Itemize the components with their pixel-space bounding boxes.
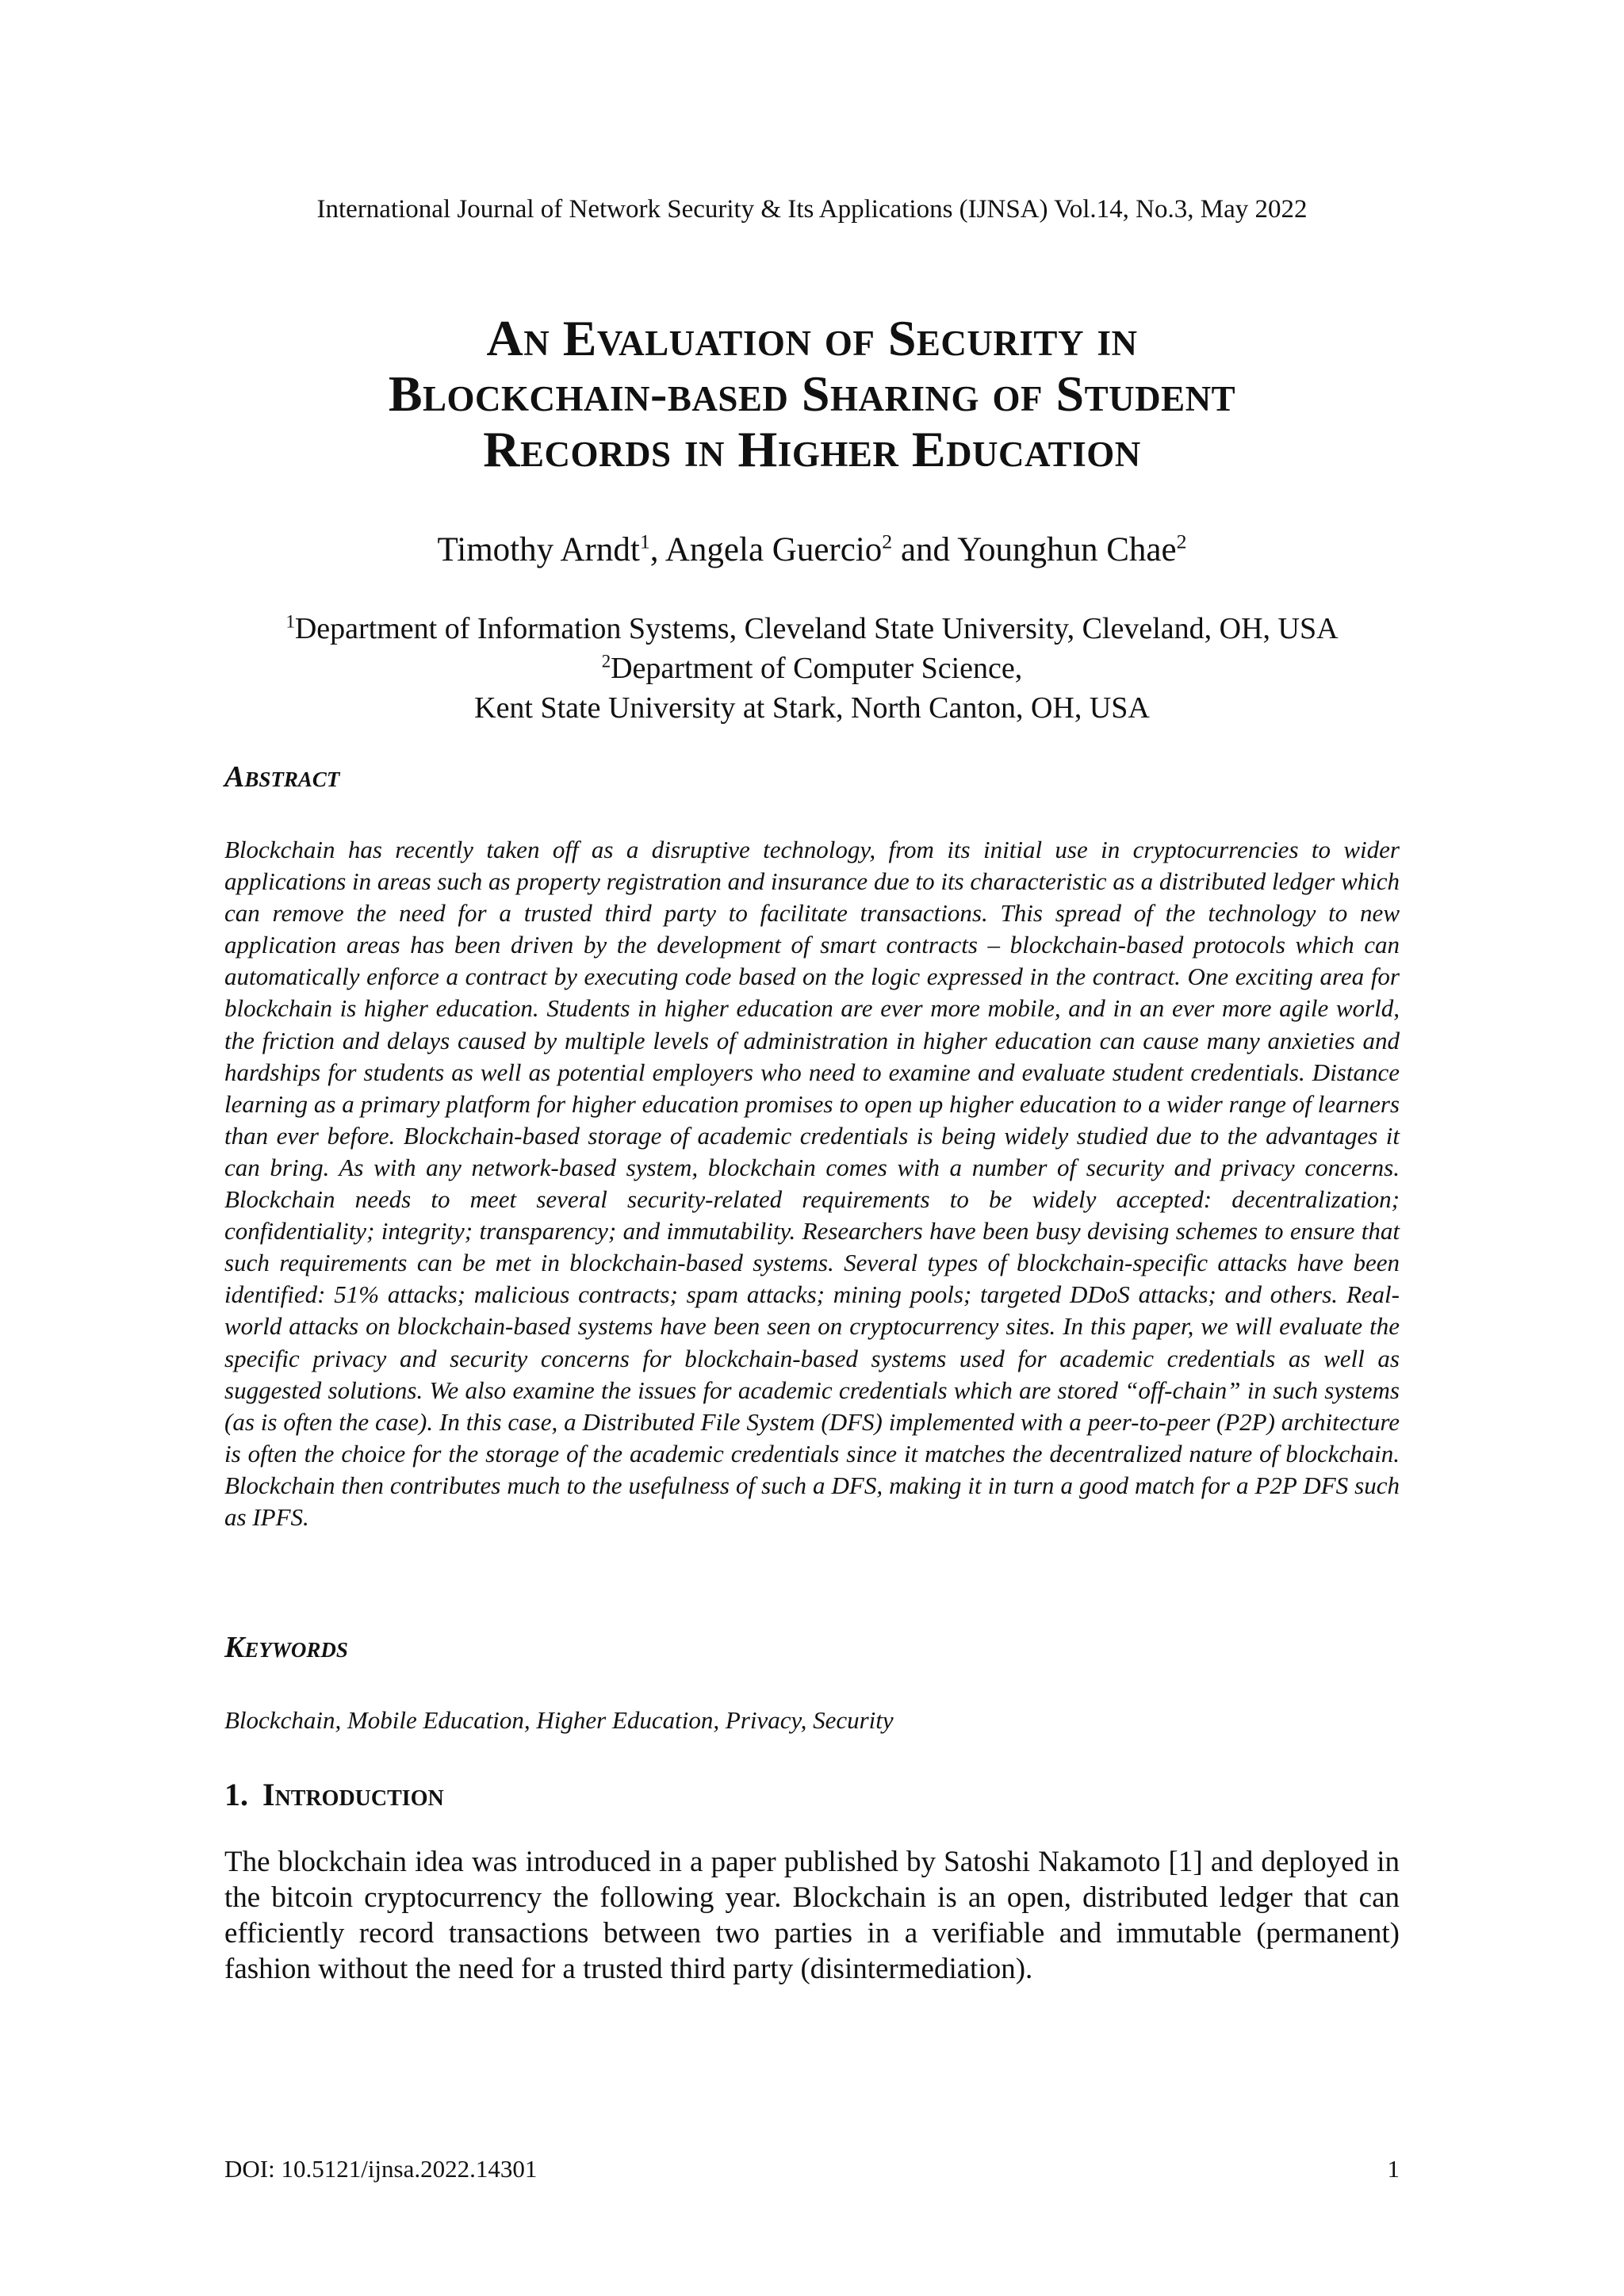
affiliation-line: $^1$Department of Information Systems, Cleveland State University, Cleveland, OH, USA — [285, 611, 1339, 645]
section-number: 1. — [224, 1777, 248, 1812]
author-affiliation-mark: 2 — [1176, 530, 1187, 553]
affiliation-mark: 2 — [601, 651, 611, 672]
introduction-text: The blockchain idea was introduced in a paper published by Satoshi Nakamoto [1] and deployed in the bitcoin cryptocurrency the following year. Blockchain is an open, distributed ledger that can efficiently record transactions between two parties in a verifiable and immutable (permanent) fashion without the need for a trusted third party (disintermediation). — [224, 1846, 1400, 1985]
page-number: 1 — [1387, 2155, 1400, 2183]
journal-header: International Journal of Network Security & Its Applications (IJNSA) Vol.14, No.3, May 2022 — [316, 195, 1308, 224]
author-name: Younghun Chae — [957, 531, 1177, 568]
affiliation-line: Kent State University at Stark, North Canton, OH, USA — [474, 691, 1150, 725]
affiliation-mark: 1 — [285, 611, 295, 632]
paper-title — [0, 311, 1624, 477]
author-affiliation-mark: 1 — [639, 530, 650, 553]
keywords-text: Blockchain, Mobile Education, Higher Education, Privacy, Security — [224, 1706, 894, 1734]
author-name: Timothy Arndt — [437, 531, 640, 568]
title-line-2: Blockchain-based Sharing of Student — [388, 365, 1236, 422]
keywords-heading: Keywords — [224, 1631, 348, 1664]
author-separator: , — [649, 531, 665, 568]
abstract-heading: Abstract — [224, 760, 340, 794]
author-list — [0, 530, 1624, 571]
section-title: Introduction — [262, 1777, 444, 1812]
title-line-3: Records in Higher Education — [483, 421, 1141, 477]
affiliations — [0, 609, 1624, 728]
author-separator: and — [892, 531, 958, 568]
introduction-heading — [224, 1776, 444, 1813]
title-line-1: An Evaluation of Security in — [486, 310, 1138, 366]
affiliation-line: $^2$Department of Computer Science, — [601, 651, 1023, 685]
author-affiliation-mark: 2 — [882, 530, 893, 553]
author-name: Angela Guercio — [665, 531, 883, 568]
abstract-text: Blockchain has recently taken off as a disruptive technology, from its initial use in cryptocurrencies to wider applications in areas such as property registration and insurance due to its characteristic as a distributed ledger which can remove the need for a trusted third party to facilitate transactions. This spread of the technology to new application areas has been driven by the development of smart contracts – blockchain-based protocols which can automatically enforce a contract by executing code based on the logic expressed in the contract. One exciting area for blockchain is higher education. Students in higher education are ever more mobile, and in an ever more agile world, the friction and delays caused by multiple levels of administration in higher education can cause many anxieties and hardships for students as well as potential employers who need to examine and evaluate student credentials. Distance learning as a primary platform for higher education promises to open up higher education to a wider range of learners than ever before. Blockchain-based storage of academic credentials is being widely studied due to the advantages it can bring. As with any network-based system, blockchain comes with a number of security and privacy concerns. Blockchain needs to meet several security-related requirements to be widely accepted: decentralization; confidentiality; integrity; transparency; and immutability. Researchers have been busy devising schemes to ensure that such requirements can be met in blockchain-based systems. Several types of blockchain-specific attacks have been identified: 51% attacks; malicious contracts; spam attacks; mining pools; targeted DDoS attacks; and others. Real-world attacks on blockchain-based systems have been seen on cryptocurrency sites. In this paper, we will evaluate the specific privacy and security concerns for blockchain-based systems used for academic credentials as well as suggested solutions. We also examine the issues for academic credentials which are stored “off-chain” in such systems (as is often the case). In this case, a Distributed File System (DFS) implemented with a peer-to-peer (P2P) architecture is often the choice for the storage of the academic credentials since it matches the decentralized nature of blockchain. Blockchain then contributes much to the usefulness of such a DFS, making it in turn a good match for a P2P DFS such as IPFS. — [224, 836, 1400, 1531]
doi-link[interactable]: DOI: 10.5121/ijnsa.2022.14301 — [224, 2155, 538, 2183]
